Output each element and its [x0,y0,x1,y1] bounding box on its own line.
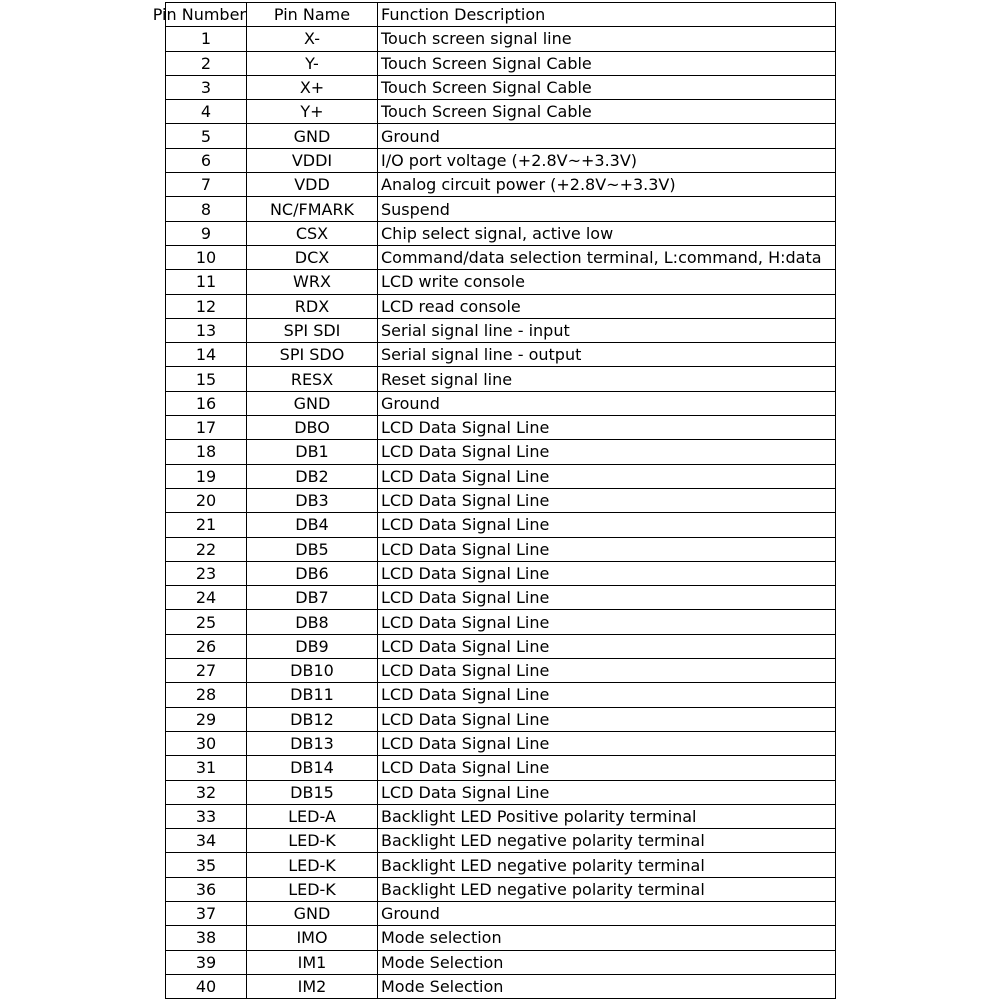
function-description-cell: Backlight LED Positive polarity terminal [378,804,836,828]
pin-number-cell: 32 [166,780,247,804]
function-description-cell: Command/data selection terminal, L:command, H:data [378,245,836,269]
pin-name-cell: IM2 [247,974,378,998]
pin-name-cell: DB5 [247,537,378,561]
pin-name-cell: DB14 [247,756,378,780]
pin-number-cell: 14 [166,343,247,367]
table-row [166,148,836,172]
pin-name-cell: DB8 [247,610,378,634]
pin-number-cell: 5 [166,124,247,148]
pin-number-cell: 13 [166,318,247,342]
table-row [166,51,836,75]
pin-name-cell: CSX [247,221,378,245]
pin-number-cell: 20 [166,488,247,512]
pin-number-cell: 16 [166,391,247,415]
function-description-cell: LCD Data Signal Line [378,756,836,780]
pin-name-cell: LED-K [247,853,378,877]
table-row [166,610,836,634]
pin-name-cell: DB7 [247,586,378,610]
pin-name-cell: VDDI [247,148,378,172]
pin-name-cell: IM1 [247,950,378,974]
pin-number-cell: 8 [166,197,247,221]
table-row [166,804,836,828]
pin-number-cell: 2 [166,51,247,75]
pin-number-cell: 21 [166,513,247,537]
pin-number-cell: 19 [166,464,247,488]
pin-table [152,2,836,999]
table-row [166,221,836,245]
function-description-cell: LCD Data Signal Line [378,634,836,658]
pin-number-cell: 34 [166,829,247,853]
pin-number-cell: 22 [166,537,247,561]
function-description-cell: Suspend [378,197,836,221]
pin-number-cell: 29 [166,707,247,731]
function-description-cell: LCD write console [378,270,836,294]
pin-name-cell: DB12 [247,707,378,731]
header-function-description: Function Description [378,3,836,27]
pin-name-cell: WRX [247,270,378,294]
pin-number-cell: 38 [166,926,247,950]
pin-name-cell: X- [247,27,378,51]
pin-name-cell: DCX [247,245,378,269]
function-description-cell: LCD Data Signal Line [378,416,836,440]
pin-name-cell: LED-K [247,877,378,901]
table-row [166,877,836,901]
pin-number-cell: 18 [166,440,247,464]
function-description-cell: LCD Data Signal Line [378,464,836,488]
function-description-cell: Chip select signal, active low [378,221,836,245]
function-description-cell: Ground [378,901,836,925]
table-row [166,853,836,877]
pin-name-cell: DB11 [247,683,378,707]
pin-number-cell: 39 [166,950,247,974]
function-description-cell: LCD Data Signal Line [378,731,836,755]
pin-name-cell: Y- [247,51,378,75]
pin-name-cell: GND [247,901,378,925]
table-row [166,488,836,512]
table-row [166,294,836,318]
table-row [166,245,836,269]
pin-name-cell: LED-K [247,829,378,853]
pin-name-cell: RESX [247,367,378,391]
function-description-cell: Backlight LED negative polarity terminal [378,829,836,853]
pin-number-cell: 11 [166,270,247,294]
table-row [166,440,836,464]
pin-name-cell: X+ [247,75,378,99]
table-row [166,683,836,707]
pin-number-cell: 35 [166,853,247,877]
function-description-cell: Touch screen signal line [378,27,836,51]
pin-number-cell: 25 [166,610,247,634]
function-description-cell: LCD Data Signal Line [378,440,836,464]
function-description-cell: Ground [378,391,836,415]
table-row [166,367,836,391]
pin-name-cell: DB2 [247,464,378,488]
pin-number-cell: 24 [166,586,247,610]
function-description-cell: Backlight LED negative polarity terminal [378,877,836,901]
table-row [166,561,836,585]
pin-number-cell: 30 [166,731,247,755]
pin-number-cell: 7 [166,173,247,197]
function-description-cell: Touch Screen Signal Cable [378,75,836,99]
pin-name-cell: DB1 [247,440,378,464]
pin-number-cell: 28 [166,683,247,707]
pin-name-cell: DB9 [247,634,378,658]
header-pin-name: Pin Name [247,3,378,27]
function-description-cell: Mode selection [378,926,836,950]
function-description-cell: Mode Selection [378,974,836,998]
function-description-cell: LCD Data Signal Line [378,780,836,804]
pin-number-cell: 4 [166,100,247,124]
table-row [166,780,836,804]
pin-number-cell: 26 [166,634,247,658]
table-row [166,829,836,853]
pin-name-cell: GND [247,124,378,148]
pin-name-cell: DB4 [247,513,378,537]
function-description-cell: LCD Data Signal Line [378,586,836,610]
function-description-cell: Ground [378,124,836,148]
pin-number-cell: 37 [166,901,247,925]
table-row [166,75,836,99]
pin-number-cell: 27 [166,659,247,683]
table-row [166,391,836,415]
table-row [166,100,836,124]
pin-number-cell: 17 [166,416,247,440]
table-row [166,318,836,342]
pin-number-cell: 12 [166,294,247,318]
table-row [166,27,836,51]
pin-name-cell: DB3 [247,488,378,512]
pin-name-cell: DBO [247,416,378,440]
pin-number-cell: 10 [166,245,247,269]
pin-number-cell: 1 [166,27,247,51]
pin-name-cell: DB13 [247,731,378,755]
pin-name-cell: SPI SDI [247,318,378,342]
pin-number-cell: 9 [166,221,247,245]
table-row [166,950,836,974]
table-row [166,731,836,755]
pin-name-cell: IMO [247,926,378,950]
function-description-cell: LCD Data Signal Line [378,513,836,537]
pin-number-cell: 3 [166,75,247,99]
table-row [166,659,836,683]
function-description-cell: Touch Screen Signal Cable [378,51,836,75]
table-row [166,586,836,610]
pin-number-cell: 40 [166,974,247,998]
table-row [166,901,836,925]
function-description-cell: Touch Screen Signal Cable [378,100,836,124]
table-row [166,197,836,221]
pin-name-cell: VDD [247,173,378,197]
pin-number-cell: 15 [166,367,247,391]
table-row [166,464,836,488]
pin-name-cell: Y+ [247,100,378,124]
table-row [166,173,836,197]
function-description-cell: Serial signal line - input [378,318,836,342]
pin-name-cell: DB6 [247,561,378,585]
function-description-cell: LCD Data Signal Line [378,683,836,707]
pin-name-cell: DB10 [247,659,378,683]
function-description-cell: I/O port voltage (+2.8V~+3.3V) [378,148,836,172]
header-pin-number: Pin Number [166,3,247,27]
function-description-cell: LCD Data Signal Line [378,561,836,585]
pin-name-cell: LED-A [247,804,378,828]
pin-name-cell: GND [247,391,378,415]
pin-number-cell: 33 [166,804,247,828]
table-row [166,974,836,998]
function-description-cell: Reset signal line [378,367,836,391]
pin-number-cell: 36 [166,877,247,901]
table-row [166,124,836,148]
function-description-cell: Mode Selection [378,950,836,974]
table-row [166,537,836,561]
function-description-cell: LCD Data Signal Line [378,610,836,634]
function-description-cell: LCD Data Signal Line [378,537,836,561]
pin-name-cell: SPI SDO [247,343,378,367]
function-description-cell: LCD Data Signal Line [378,488,836,512]
pin-number-cell: 23 [166,561,247,585]
pin-number-cell: 31 [166,756,247,780]
pin-number-cell: 6 [166,148,247,172]
function-description-cell: LCD read console [378,294,836,318]
function-description-cell: Analog circuit power (+2.8V~+3.3V) [378,173,836,197]
table-row [166,707,836,731]
pin-name-cell: RDX [247,294,378,318]
table-row [166,513,836,537]
function-description-cell: Backlight LED negative polarity terminal [378,853,836,877]
pin-name-cell: NC/FMARK [247,197,378,221]
pin-name-cell: DB15 [247,780,378,804]
function-description-cell: LCD Data Signal Line [378,659,836,683]
function-description-cell: Serial signal line - output [378,343,836,367]
table-row [166,634,836,658]
header-row [166,3,836,27]
table-row [166,926,836,950]
table-row [166,270,836,294]
table-row [166,756,836,780]
function-description-cell: LCD Data Signal Line [378,707,836,731]
table-row [166,416,836,440]
table-row [166,343,836,367]
